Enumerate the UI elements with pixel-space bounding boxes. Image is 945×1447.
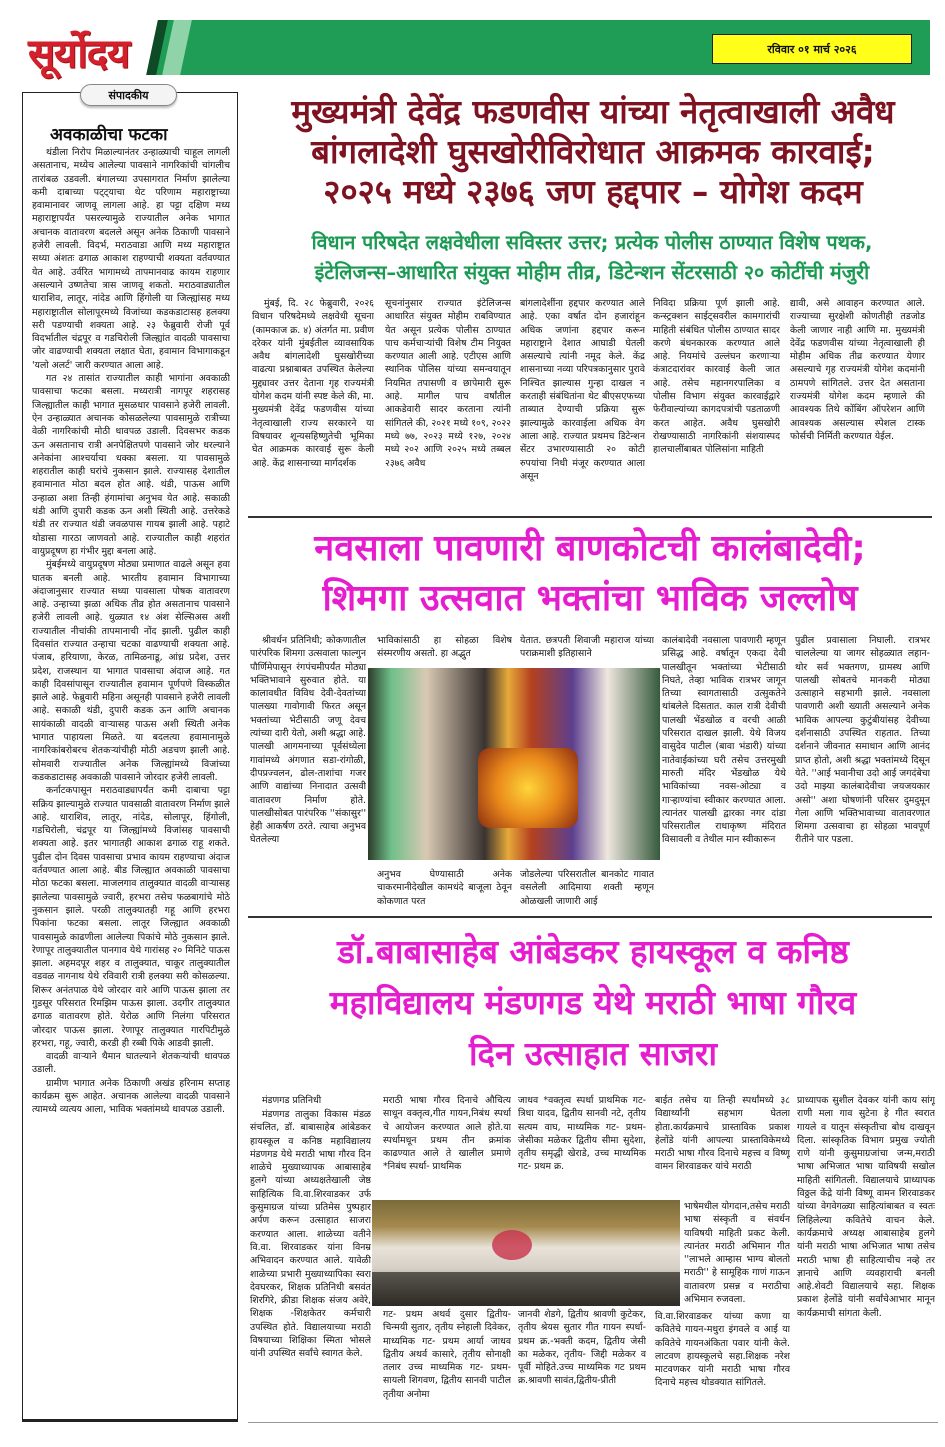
editorial-label: संपादकीय [80,84,177,106]
article1-subheadline [252,228,932,288]
article3-column: प्राध्यापक सुशील देवकर यांनी काय सांगू राणी मला गाव सुटेना हे गीत स्वरात गायले व यातून संस्कृतीचा बोध दाखवून दिला. सांस्कृतिक विभाग प्रमुख ज्योती राणे यांनी कुसुमाग्रजांचा जन्म,मराठी भाषा अभिजात भाषा याविषयी सखोल माहिती सांगितली. विद्यालयाचे प्राध्यापक विठ्ठल केंद्रे यांनी विष्णू वामन शिरवाडकर यांच्या वेगवेगळ्या साहित्यांबाबत व स्वतः लिहिलेल्या कवितेचे वाचन केले. कार्यक्रमाचे अध्यक्ष आबासाहेब हुलगे यांनी मराठी भाषा अभिजात भाषा तसेच मराठी भाषा ही साहित्याचीच नव्हे तर ज्ञानाचे आणि व्यवहाराची बनली आहे.शेवटी विद्यालयाचे सहा. शिक्षक प्रकाश हेलोंडे यांनी सर्वांचेआभार मानून कार्यक्रमाची सांगता केली. [797,1095,935,1319]
headline-line: डॉ.बाबासाहेब आंबेडकर हायस्कूल व कनिष्ठ [337,932,849,971]
article3-column: बाईत तसेच या तिन्ही स्पर्धांमध्ये ३८ विद्यार्थ्यांनी सहभाग घेतला होता.कार्यक्रमाचे प्रास्ताविक प्रकाश हेलोंडे यांनी आपल्या प्रास्ताविकेमध्ये मराठी भाषा गौरव दिनाचे महत्त्व व विष्णू वामन शिरवाडकर यांचे मराठी [655,1095,790,1173]
flower-bouquet [492,1230,532,1260]
issue-date: रविवार ०१ मार्च २०२६ [712,34,912,64]
article3-column: वि.वा.शिरवाडकर यांच्या कणा या कवितेचे गायन-मधुरा इंगवले व आई या कवितेचे गायनअंकिता पवार यांनी केले. लाटवण हायस्कूलचे सहा.शिक्षक नरेश माटवणकर यांनी मराठी भाषा गौरव दिनाचे महत्त्व थोडक्यात सांगितले. [655,1311,790,1389]
article1-column: बांगलादेशींना हद्दपार करण्यात आले आहे. एका वर्षात दोन हजारांहून अधिक जणांना हद्दपार करून महाराष्ट्राने देशात आघाडी घेतली असल्याचे त्यांनी नमूद केले. केंद्र शासनाच्या नव्या परिपत्रकानुसार पुरावे निश्चित झाल्यास गुन्हा दाखल न करताही संबंधितांना थेट बीएसएफच्या ताब्यात देण्याची प्रक्रिया सुरू झाल्यामुळे कारवाईला अधिक वेग आला आहे. राज्यात प्रथमच डिटेन्शन सेंटर उभारण्यासाठी २० कोटी रुपयांचा निधी मंजूर करण्यात आला असून [520,298,645,482]
article1-column: निविदा प्रक्रिया पूर्ण झाली आहे. कन्स्ट्रक्शन साईट्सवरील कामगारांची माहिती संबंधित पोलीस ठाण्यात सादर करणे बंधनकारक करण्यात आले आहे. नियमांचे उल्लंघन करणाऱ्या कंत्राटदारांवर कारवाई केली जात आहे. तसेच महानगरपालिका व पोलीस विभाग संयुक्त कारवाईद्वारे फेरीवाल्यांच्या कागदपत्रांची पडताळणी करत आहेत. अवैध घुसखोरी रोखण्यासाठी नागरिकांनी संशयास्पद हालचालींबाबत पोलिसांना माहिती [653,298,780,456]
headline-line: मुख्यमंत्री देवेंद्र फडणवीस यांच्या नेतृत्वाखाली अवैध [291,92,895,131]
paragraph: गत २४ तासांत राज्यातील काही भागांना अवकाळी पावसाचा फटका बसला. मध्यरात्री नागपूर शहरासह जिल्ह्यातील काही भागात मुसळधार पावसाने हजेरी लावली. ऐन उन्हाळ्यात अचानक कोसळलेल्या पावसामुळे रात्रीच्या वेळी नागरिकांची मोठी धावपळ उडाली. दिवसभर कडक ऊन असतानाच रात्री अनपेक्षितपणे पावसाने जोर धरल्याने अनेकांना आश्चर्याचा धक्का बसला. या पावसामुळे शहरातील काही घरांचे नुकसान झाले. राज्यासह देशातील हवामानात मोठा बदल होत आहे. थंडी, पाऊस आणि उन्हाळा अशा तिन्ही हंगामांचा अनुभव येत आहे. सकाळी थंडी आणि दुपारी कडक ऊन अशी स्थिती आहे. उत्तरेकडे थंडी तर राज्यात थंडी जवळपास गायब झाली आहे. पहाटे थोडासा गारठा जाणवतो आहे. राज्यातील काही शहरांत वायुप्रदूषण हा गंभीर मुद्दा बनला आहे. [32,373,230,557]
article2-column: श्रीवर्धन प्रतिनिधी; कोकणातील पारंपरिक शिमगा उत्सवाला फाल्गुन पौर्णिमेपासून रंगपंचमीपर्यंत मोठ्या भक्तिभावाने सुरुवात होते. या कालावधीत विविध देवी-देवतांच्या पालख्या गावोगावी फिरत असून भक्तांच्या भेटीसाठी जणू देवच त्यांच्या दारी येतो, अशी श्रद्धा आहे. पालखी आगमनाच्या पूर्वसंध्येला गावांमध्ये अंगणात सडा-रांगोळी, दीपप्रज्वलन, ढोल-ताशांचा गजर आणि वाद्यांच्या निनादात उत्सवी वातावरण निर्माण होते. पालखीसोबत पारंपरिक ''संकासुर'' हेही आकर्षण ठरते. त्याचा अनुभव घेतलेल्या [250,635,366,846]
paragraph: कर्नाटकपासून मराठवाड्यापर्यंत कमी दाबाचा पट्टा सक्रिय झाल्यामुळे राज्यात पावसाळी वातावरण निर्माण झाले आहे. धाराशिव, लातूर, नांदेड, सोलापूर, हिंगोली, गडचिरोली, चंद्रपूर या जिल्ह्यांमध्ये विजांसह पावसाची शक्यता आहे. इतर भागातही आकाश ढगाळ राहू शकते. पुढील दोन दिवस पावसाचा प्रभाव कायम राहण्याचा अंदाज वर्तवण्यात आला आहे. बीड जिल्ह्यात अवकाळी पावसाचा मोठा फटका बसला. माजलगाव तालुक्यात वादळी वाऱ्यासह झालेल्या पावसामुळे ज्वारी, हरभरा तसेच फळबागांचे मोठे नुकसान झाले. परळी तालुक्यातही गहू आणि हरभरा पिकांना फटका बसला. लातूर जिल्ह्यात अवकाळी पावसामुळे काढणीला आलेल्या पिकांचे मोठे नुकसान झाले. रेणापूर तालुक्यातील पानगाव येथे गारांसह २० मिनिटे पाऊस झाला. अहमदपूर शहर व तालुक्यात, चाकूर तालुक्यातील वडवळ नागनाथ येथे रविवारी रात्री हलक्या सरी कोसळल्या. शिरूर अनंतपाळ येथे जोरदार वारे आणि पाऊस झाला तर गुडसूर परिसरात रिमझिम पाऊस झाला. उदगीर तालुक्यात ढगाळ वातावरण होते. येरोळ आणि निलंगा परिसरात जोरदार पाऊस झाला. रेणापूर तालुक्यात गारपिटीमुळे हरभरा, गहू, ज्वारी, करडी ही रब्बी पिके आडवी झाली. [32,785,230,1049]
article3-column: जानवी शेडगे, द्वितीय श्रावणी कुटेकर, तृतीय श्रेयस सुतार गीत गायन स्पर्धा- प्रथम क्र.-भक्ती कदम, द्वितीय जेसी का मळेकर, तृतीय- जिद्दी मळेकर व पूर्वी मोहिते.उच्च माध्यमिक गट प्रथम क्र.श्रावणी सावंत,द्वितीय-प्रीती [518,1309,646,1387]
subheadline-line: इंटेलिजन्स–आधारित संयुक्त मोहीम तीव्र, डिटेन्शन सेंटरसाठी २० कोटींची मंजुरी [314,261,870,284]
article3-dateline: मंडणगड प्रतिनिधी [262,1095,322,1106]
headline-line: बांगलादेशी घुसखोरीविरोधात आक्रमक कारवाई; [311,132,875,171]
paragraph: ग्रामीण भागात अनेक ठिकाणी अखंड हरिनाम सप्ताह कार्यक्रम सुरू आहेत. अचानक आलेल्या वादळी पावसाने त्यामध्ये व्यत्यय आला, भाविक भक्तांमध्ये धावपळ उडाली. [32,1077,230,1116]
article2-column: कालंबादेवी नवसाला पावणारी म्हणून प्रसिद्ध आहे. वर्षातून एकदा देवी पालखीतून भक्तांच्या भेटीसाठी निघते, तेव्हा भाविक रात्रभर जागून तिच्या स्वागतासाठी उत्सुकतेने थांबलेले दिसतात. काल रात्री देवीची पालखी भेंडखोळ व वरची आळी परिसरात दाखल झाली. येथे विजय वासुदेव पाटील (बावा भंडारी) यांच्या नातेवाईकांच्या घरी तसेच उत्तरमुखी मारुती मंदिर भेंडखोळ येथे भाविकांच्या नवस-ओट्या व गाऱ्हाण्यांचा स्वीकार करण्यात आला. त्यानंतर पालखी द्वारका नगर दांडा परिसरातील राधाकृष्ण मंदिरात विसावली व तेथील मान स्वीकारून [662,635,786,846]
paragraph: मुंबईमध्ये वायुप्रदूषण मोठ्या प्रमाणात वाढले असून हवा घातक बनली आहे. भारतीय हवामान विभागाच्या अंदाजानुसार राज्यात सध्या पावसाला पोषक वातावरण आहे. उन्हाच्या झळा अधिक तीव्र होत असतानाच पावसाने हजेरी लावली आहे. धुळ्यात १४ अंश सेल्सिअस अशी राज्यातील नीचांकी तापमानाची नोंद झाली. पुढील काही दिवसांत राज्यात उन्हाचा चटका वाढण्याची शक्यता आहे. पंजाब, हरियाणा, केरळ, तामिळनाडू, आंध्र प्रदेश, उत्तर प्रदेश, राजस्थान या भागात पावसाचा अंदाज आहे. गत काही दिवसांपासून राज्यातील हवामान पूर्णपणे विस्कळीत झाले आहे. फेब्रुवारी महिना असूनही पावसाने हजेरी लावली आहे. सकाळी थंडी, दुपारी कडक ऊन आणि अचानक सायंकाळी वादळी वाऱ्यासह पाऊस अशी स्थिती अनेक भागात पाहायला मिळते. या बदलत्या हवामानामुळे नागरिकांबरोबरच शेतकऱ्यांचीही मोठी अडचण झाली आहे. सोमवारी राज्यातील अनेक जिल्ह्यांमध्ये विजांच्या कडकडाटासह अवकाळी पावसाने जोरदार हजेरी लावली. [32,559,230,783]
article1-column: सूचनांनुसार राज्यात इंटेलिजन्स आधारित संयुक्त मोहीम राबविण्यात येत असून प्रत्येक पोलीस ठाण्यात पाच कर्मचाऱ्यांची विशेष टीम नियुक्त करण्यात आली आहे. एटीएस आणि स्थानिक पोलिस यांच्या समन्वयातून नियमित तपासणी व छापेमारी सुरू आहे. मागील पाच वर्षांतील आकडेवारी सादर करताना त्यांनी सांगितले की, २०२१ मध्ये १०९, २०२२ मध्ये ७७, २०२३ मध्ये १२७, २०२४ मध्ये २०२ आणि २०२५ मध्ये तब्बल २३७६ अवैध [385,298,511,469]
article3-column: गट- प्रथम अथर्व दुसार द्वितीय- चिन्मयी सुतार, तृतीय स्नेहाली दिवेकर, माध्यमिक गट- प्रथम आर्या जाधव द्वितीय अथर्व कासारे, तृतीय सोनाक्षी तलार उच्च माध्यमिक गट- प्रथम- सायली शिगवण, द्वितीय सानवी पाटील तृतीया अनोमा [383,1309,511,1400]
audience-silhouettes [372,1272,680,1306]
article1-headline [248,92,938,212]
article3-column: मराठी भाषा गौरव दिनाचे औचित्य साधून वक्तृत्व,गीत गायन,निबंध स्पर्धा चे आयोजन करण्यात आले होते.या स्पर्धामधून प्रथम तीन क्रमांक काढण्यात आले ते खालील प्रमाणे *निबंध स्पर्धा- प्राथमिक [383,1095,511,1173]
headline-line: शिमगा उत्सवात भक्तांचा भाविक जल्लोष [322,578,858,619]
paragraph: वादळी वाऱ्याने थैमान घातल्याने शेतकऱ्यांची धावपळ उडाली. [32,1051,230,1076]
divider [248,916,932,918]
divider [248,516,932,518]
article2-column: भाविकांसाठी हा सोहळा विशेष संस्मरणीय असतो. हा अद्भुत [377,635,512,660]
paragraph: थंडीला निरोप मिळाल्यानंतर उन्हाळ्याची चाहूल लागली असतानाच, मध्येच आलेल्या पावसाने नागरिकांची चांगलीच तारांबळ उडवली. बंगालच्या उपसागरात निर्माण झालेल्या कमी दाबाच्या पट्ट्याचा थेट परिणाम महाराष्ट्राच्या हवामानावर जाणवू लागला आहे. हा पट्टा दक्षिण मध्य महाराष्ट्रापर्यंत पसरल्यामुळे राज्यातील अनेक भागात अचानक वातावरण बदलले असून अनेक ठिकाणी पावसाने हजेरी लावली. विदर्भ, मराठवाडा आणि मध्य महाराष्ट्रात सध्या अंशतः ढगाळ आकाश राहण्याची शक्यता वर्तवण्यात येत आहे. उर्वरित भागामध्ये तापमानवाढ कायम राहणार असल्याने उष्णतेचा त्रास जाणवू शकतो. मराठवाड्यातील धाराशिव, लातूर, नांदेड आणि हिंगोली या जिल्ह्यांसह मध्य महाराष्ट्रातील सोलापूरमध्ये विजांच्या कडकडाटासह हलक्या सरी पडण्याची शक्यता आहे. २३ फेब्रुवारी रोजी पूर्व विदर्भातील चंद्रपूर व गडचिरोली जिल्ह्यांत वादळी पावसाचा जोर वाढण्याची शक्यता लक्षात घेता, हवामान विभागाकडून 'यलो अलर्ट' जारी करण्यात आला आहे. [32,147,230,371]
article2-column: येतात. छत्रपती शिवाजी महाराज यांच्या पराक्रमाशी इतिहासाने [520,635,654,660]
article2-column: जोडलेल्या परिसरातील बानकोट गावात वसलेली आदिमाया शक्ती म्हणून ओळखली जाणारी आई [520,869,654,907]
article1-column: मुंबई, दि. २८ फेब्रुवारी, २०२६ विधान परिषदेमध्ये लक्षवेधी सूचना (कामकाज क्र. ४) अंतर्गत मा. प्रवीण दरेकर यांनी मुंबईतील व्यावसायिक अवैध बांगलादेशी घुसखोरीच्या वाढत्या प्रश्नाबाबत उपस्थित केलेल्या मुद्द्यावर उत्तर देताना गृह राज्यमंत्री योगेश कदम यांनी स्पष्ट केले की, मा. मुख्यमंत्री देवेंद्र फडणवीस यांच्या नेतृत्वाखाली राज्य सरकारने या विषयावर शून्यसहिष्णुतेची भूमिका घेत आक्रमक कारवाई सुरू केली आहे. केंद्र शासनाच्या मार्गदर्शक [252,298,374,469]
editorial-body [32,146,230,1416]
article3-column: मंडणगड तालुका विकास मंडळ संचलित, डॉ. बाबासाहेब आंबेडकर हायस्कूल व कनिष्ठ महाविद्यालय मंडणगड येथे मराठी भाषा गौरव दिन शाळेचे मुख्याध्यापक आबासाहेब हुलगे यांच्या अध्यक्षतेखाली जेष्ठ साहित्यिक वि.वा.शिरवाडकर उर्फ कुसुमाग्रज यांच्या प्रतिमेस पुष्पहार अर्पण करून उत्साहात साजरा करण्यात आला. शाळेच्या वतीने वि.वा. शिरवाडकर यांना विनम्र अभिवादन करण्यात आले. यावेळी शाळेच्या प्रभारी मुख्याध्यापिका स्वरा देवघरकर, शिक्षक प्रतिनिधी बसवंत शिरगिरे, क्रीडा शिक्षक संजय अवेरे, शिक्षक -शिक्षकेतर कर्मचारी उपस्थित होते. विद्यालयाच्या मराठी विषयाच्या शिक्षिका स्मिता भोसले यांनी उपस्थित सर्वांचे स्वागत केले. [250,1109,371,1360]
article2-photo [368,668,660,860]
article2-column: अनुभव घेण्यासाठी अनेक चाकरमानीदेखील कामधंदे बाजूला ठेवून कोकणात परत [377,869,512,907]
headline-line: दिन उत्साहात साजरा [468,1034,717,1073]
article2-headline [248,524,932,624]
headline-line: २०२५ मध्ये २३७६ जण हद्दपार – योगेश कदम [323,172,863,211]
article1-column: द्यावी, असे आवाहन करण्यात आले. राज्याच्या सुरक्षेशी कोणतीही तडजोड केली जाणार नाही आणि मा. मुख्यमंत्री देवेंद्र फडणवीस यांच्या नेतृत्वाखाली ही मोहीम अधिक तीव्र करण्यात येणार असल्याचे गृह राज्यमंत्री योगेश कदमांनी ठामपणे सांगितले. उत्तर देत असताना राज्यमंत्री योगेश कदम म्हणाले की आवश्यक तिथे कोंबिंग ऑपरेशन आणि आवश्यक असल्यास स्पेशल टास्क फोर्सची निर्मिती करण्यात येईल. [790,298,925,442]
article2-column: पुढील प्रवासाला निघाली. रात्रभर चाललेल्या या जागर सोहळ्यात लहान-थोर सर्व भक्तगण, ग्रामस्थ आणि पालखी सोबतचे मानकरी मोठ्या उत्साहाने सहभागी झाले. नवसाला पावणारी अशी ख्याती असल्याने अनेक भाविक आपल्या कुटुंबीयांसह देवीच्या दर्शनासाठी उपस्थित राहतात. तिच्या दर्शनाने जीवनात समाधान आणि आनंद प्राप्त होतो, अशी श्रद्धा भक्तांमध्ये दिसून येते. ''आई भवानीचा उदो आई जगदंबेचा उदो माझ्या कालंबादेवीचा जयजयकार असो'' अशा घोषणांनी परिसर दुमदुमून गेला आणि भक्तिभावाच्या वातावरणात शिमगा उत्सवाचा हा सोहळा भावपूर्ण रीतीने पार पडला. [795,635,930,846]
article3-column: जाधव *वक्तृत्व स्पर्धा प्राथमिक गट- त्रिधा यादव, द्वितीय सानवी नटे, तृतीय सत्यम वाघ, माध्यमिक गट- प्रथम- जेसीका मळेकर द्वितीय सीमा सुदेशा, तृतीय समृद्धी खेराडे, उच्च माध्यमिक गट- प्रथम क्र. [518,1095,646,1173]
flower-decorated-palanquin [478,748,578,828]
headline-line: महाविद्यालय मंडणगड येथे मराठी भाषा गौरव [329,983,857,1022]
newspaper-logo: सूर्योदय [28,30,130,77]
headline-line: नवसाला पावणारी बाणकोटची कालंबादेवी; [314,528,866,569]
subheadline-line: विधान परिषदेत लक्षवेधीला सविस्तर उत्तर; प्रत्येक पोलीस ठाण्यात विशेष पथक, [311,231,873,254]
divider [248,1422,938,1423]
editorial-title: अवकाळीचा फटका [50,125,168,145]
article3-headline [248,926,938,1079]
article3-photo [372,1200,680,1306]
article3-column: भाषेमधील योगदान,तसेच मराठी भाषा संस्कृती व संवर्धन याविषयी माहिती प्रकट केली. त्यानंतर मराठी अभिमान गीत ''लाभले आम्हास भाग्य बोलतो मराठी'' हे सामूहिक गाणं गाऊन वातावरण प्रसन्न व मराठीचा अभिमान रुजवला. [684,1201,790,1306]
